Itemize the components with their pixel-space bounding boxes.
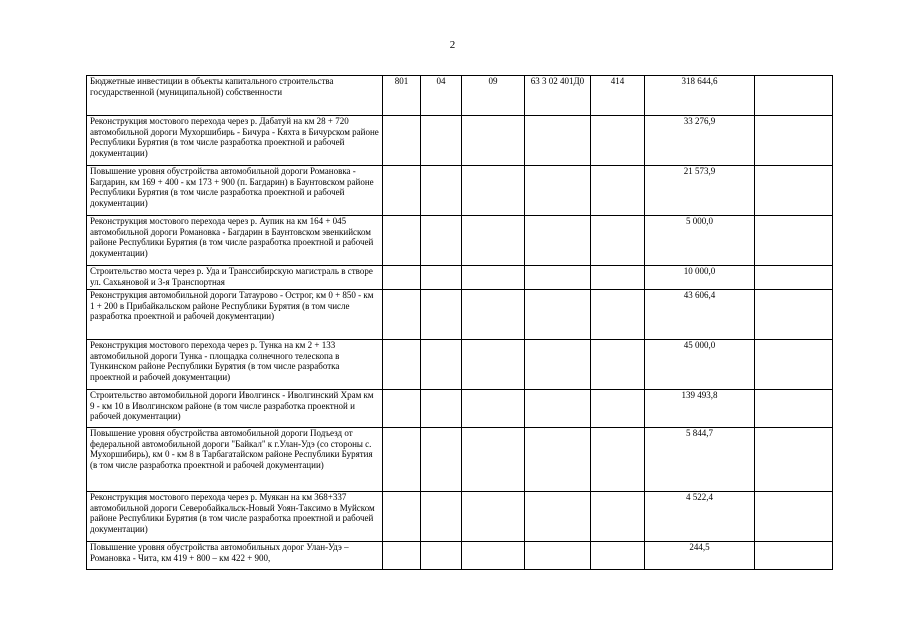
subsection-code-cell: [462, 492, 525, 542]
section-code-cell: [421, 290, 462, 340]
section-code-cell: [421, 266, 462, 290]
ministry-code-cell: [383, 266, 421, 290]
extra-cell: [755, 76, 833, 116]
target-article-cell: [525, 266, 591, 290]
table-row: [87, 492, 833, 542]
ministry-code-cell: [383, 428, 421, 492]
ministry-code-cell: [383, 216, 421, 266]
target-article-cell: 63 3 02 401Д0: [525, 76, 591, 116]
ministry-code-cell: [383, 542, 421, 570]
extra-cell: [755, 492, 833, 542]
extra-cell: [755, 166, 833, 216]
expense-type-cell: [591, 116, 645, 166]
amount-cell: 4 522,4: [645, 492, 755, 542]
amount-cell: 45 000,0: [645, 340, 755, 390]
section-code-cell: [421, 542, 462, 570]
extra-cell: [755, 390, 833, 428]
row-name-cell: Реконструкция мостового перехода через р. Аупик на км 164 + 045 автомобильной дороги Романовка - Багдарин в Баунтовском эвенкийском районе Республики Бурятия (в том числе разработка проектной и рабочей документации): [87, 216, 383, 266]
table-row: [87, 340, 833, 390]
amount-cell: 139 493,8: [645, 390, 755, 428]
row-name-cell: Повышение уровня обустройства автомобильных дорог Улан-Удэ – Романовка - Чита, км 419 + 800 – км 422 + 900,: [87, 542, 383, 570]
table-row: [87, 428, 833, 492]
expense-type-cell: 414: [591, 76, 645, 116]
expense-type-cell: [591, 428, 645, 492]
extra-cell: [755, 542, 833, 570]
subsection-code-cell: [462, 116, 525, 166]
row-name-cell: Повышение уровня обустройства автомобильной дороги Подъезд от федеральной автомобильной дороги "Байкал" к г.Улан-Удэ (со стороны с. Мухоршибирь), км 0 - км 8 в Тарбагатайском районе Республики Бурятия (в том числе разработка проектной и рабочей документации): [87, 428, 383, 492]
expense-type-cell: [591, 340, 645, 390]
expense-type-cell: [591, 390, 645, 428]
section-code-cell: [421, 390, 462, 428]
subsection-code-cell: [462, 542, 525, 570]
extra-cell: [755, 116, 833, 166]
ministry-code-cell: [383, 390, 421, 428]
expense-type-cell: [591, 166, 645, 216]
section-code-cell: [421, 492, 462, 542]
table-row: [87, 216, 833, 266]
expense-type-cell: [591, 216, 645, 266]
ministry-code-cell: [383, 492, 421, 542]
amount-cell: 10 000,0: [645, 266, 755, 290]
target-article-cell: [525, 492, 591, 542]
expense-type-cell: [591, 290, 645, 340]
row-name-cell: Повышение уровня обустройства автомобильной дороги Романовка - Багдарин, км 169 + 400 - км 173 + 900 (п. Багдарин) в Баунтовском районе Республики Бурятия (в том числе разработка проектной и рабочей документации): [87, 166, 383, 216]
amount-cell: 5 844,7: [645, 428, 755, 492]
extra-cell: [755, 266, 833, 290]
table-row: [87, 390, 833, 428]
table-row: [87, 116, 833, 166]
amount-cell: 33 276,9: [645, 116, 755, 166]
target-article-cell: [525, 340, 591, 390]
row-name-cell: Реконструкция автомобильной дороги Татаурово - Острог, км 0 + 850 - км 1 + 200 в Прибайкальском районе Республики Бурятия (в том числе разработка проектной и рабочей документации): [87, 290, 383, 340]
expense-type-cell: [591, 266, 645, 290]
table-row: [87, 76, 833, 116]
ministry-code-cell: 801: [383, 76, 421, 116]
row-name-cell: Реконструкция мостового перехода через р. Муякан на км 368+337 автомобильной дороги Северобайкальск-Новый Уоян-Таксимо в Муйском районе Республики Бурятия (в том числе разработка проектной и рабочей документации): [87, 492, 383, 542]
target-article-cell: [525, 166, 591, 216]
row-name-cell: Строительство моста через р. Уда и Транссибирскую магистраль в створе ул. Сахьяновой и 3-я Транспортная: [87, 266, 383, 290]
expense-type-cell: [591, 542, 645, 570]
ministry-code-cell: [383, 166, 421, 216]
extra-cell: [755, 340, 833, 390]
subsection-code-cell: [462, 290, 525, 340]
table-row: [87, 166, 833, 216]
budget-table: [86, 75, 833, 570]
row-name-cell: Реконструкция мостового перехода через р. Дабатуй на км 28 + 720 автомобильной дороги Мухоршибирь - Бичура - Кяхта в Бичурском районе Республики Бурятия (в том числе разработка проектной и рабочей документации): [87, 116, 383, 166]
table-row: [87, 542, 833, 570]
subsection-code-cell: 09: [462, 76, 525, 116]
section-code-cell: [421, 428, 462, 492]
subsection-code-cell: [462, 340, 525, 390]
extra-cell: [755, 428, 833, 492]
target-article-cell: [525, 116, 591, 166]
section-code-cell: [421, 116, 462, 166]
amount-cell: 21 573,9: [645, 166, 755, 216]
target-article-cell: [525, 428, 591, 492]
subsection-code-cell: [462, 266, 525, 290]
amount-cell: 244,5: [645, 542, 755, 570]
target-article-cell: [525, 216, 591, 266]
row-name-cell: Бюджетные инвестиции в объекты капитального строительства государственной (муниципальной) собственности: [87, 76, 383, 116]
table-row: [87, 290, 833, 340]
ministry-code-cell: [383, 340, 421, 390]
expense-type-cell: [591, 492, 645, 542]
amount-cell: 5 000,0: [645, 216, 755, 266]
section-code-cell: [421, 166, 462, 216]
extra-cell: [755, 290, 833, 340]
budget-table-body: [87, 76, 833, 570]
section-code-cell: [421, 340, 462, 390]
table-row: [87, 266, 833, 290]
subsection-code-cell: [462, 428, 525, 492]
subsection-code-cell: [462, 166, 525, 216]
target-article-cell: [525, 390, 591, 428]
target-article-cell: [525, 542, 591, 570]
ministry-code-cell: [383, 290, 421, 340]
extra-cell: [755, 216, 833, 266]
row-name-cell: Строительство автомобильной дороги Иволгинск - Иволгинский Храм км 9 - км 10 в Иволгинском районе (в том числе разработка проектной и рабочей документации): [87, 390, 383, 428]
section-code-cell: 04: [421, 76, 462, 116]
page-number: 2: [449, 39, 456, 51]
row-name-cell: Реконструкция мостового перехода через р. Тунка на км 2 + 133 автомобильной дороги Тунка - площадка солнечного телескопа в Тункинском районе Республики Бурятия (в том числе разработка проектной и рабочей документации): [87, 340, 383, 390]
subsection-code-cell: [462, 390, 525, 428]
target-article-cell: [525, 290, 591, 340]
section-code-cell: [421, 216, 462, 266]
ministry-code-cell: [383, 116, 421, 166]
amount-cell: 43 606,4: [645, 290, 755, 340]
subsection-code-cell: [462, 216, 525, 266]
amount-cell: 318 644,6: [645, 76, 755, 116]
